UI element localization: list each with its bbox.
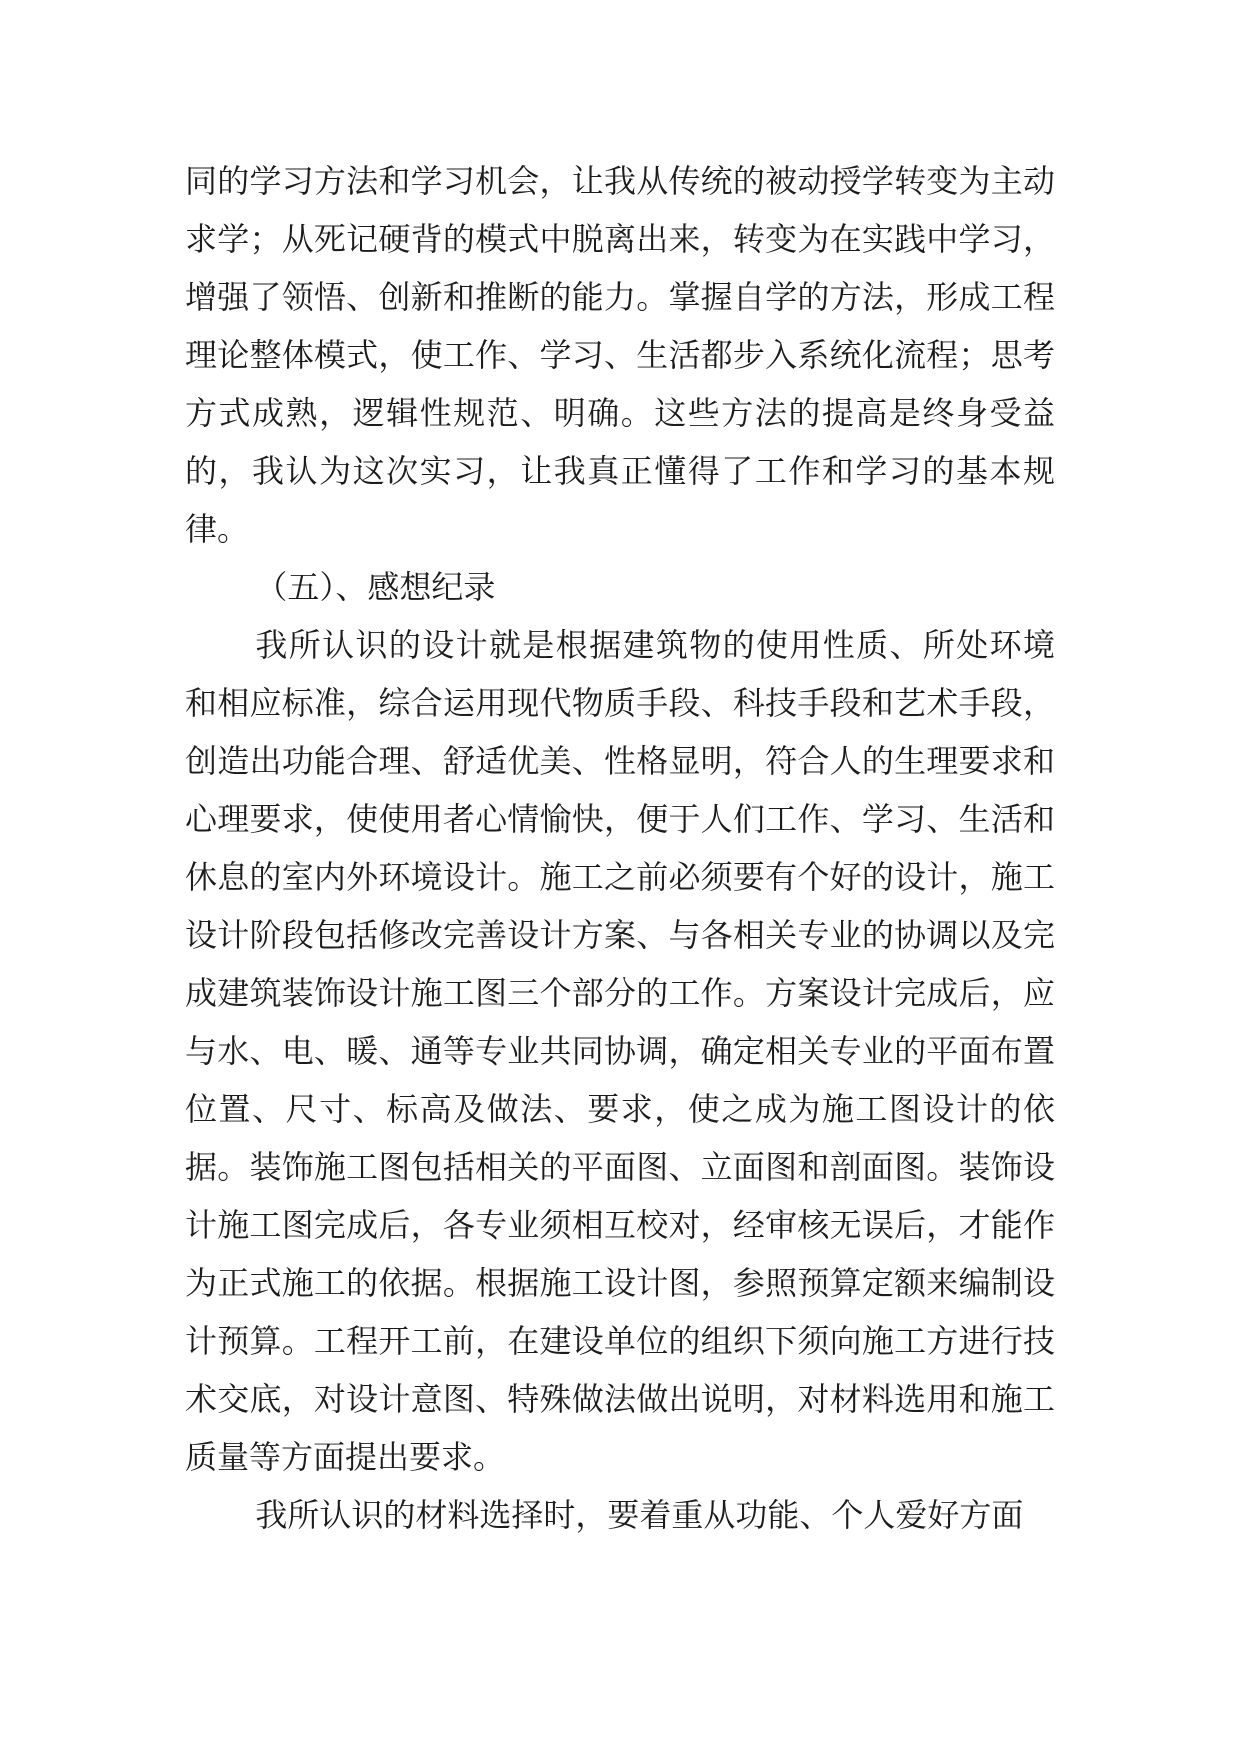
section-heading: （五）、感想纪录 [255,569,496,605]
paragraph: 我所认识的设计就是根据建筑物的使用性质、所处环境和相应标准，综合运用现代物质手段、科技手段和艺术手段，创造出功能合理、舒适优美、性格显明，符合人的生理要求和心理要求，使使用者心情愉快，便于人们工作、学习、生活和休息的室内外环境设计。施工之前必须要有个好的设计，施工设计阶段包括修改完善设计方案、与各相关专业的协调以及完成建筑装饰设计施工图三个部分的工作。方案设计完成后，应与水、电、暖、通等专业共同协调，确定相关专业的平面布置位置、尺寸、标高及做法、要求，使之成为施工图设计的依据。装饰施工图包括相关的平面图、立面图和剖面图。装饰设计施工图完成后，各专业须相互校对，经审核无误后，才能作为正式施工的依据。根据施工设计图，参照预算定额来编制设计预算。工程开工前，在建设单位的组织下须向施工方进行技术交底，对设计意图、特殊做法做出说明，对材料选用和施工质量等方面提出要求。 [185,627,1055,1475]
document-body [185,152,1055,1544]
paragraph: 同的学习方法和学习机会，让我从传统的被动授学转变为主动求学；从死记硬背的模式中脱离出来，转变为在实践中学习，增强了领悟、创新和推断的能力。掌握自学的方法，形成工程理论整体模式，使工作、学习、生活都步入系统化流程；思考方式成熟，逻辑性规范、明确。这些方法的提高是终身受益的，我认为这次实习，让我真正懂得了工作和学习的基本规律。 [185,163,1055,547]
paragraph: 我所认识的材料选择时，要着重从功能、个人爱好方面 [255,1497,1024,1533]
